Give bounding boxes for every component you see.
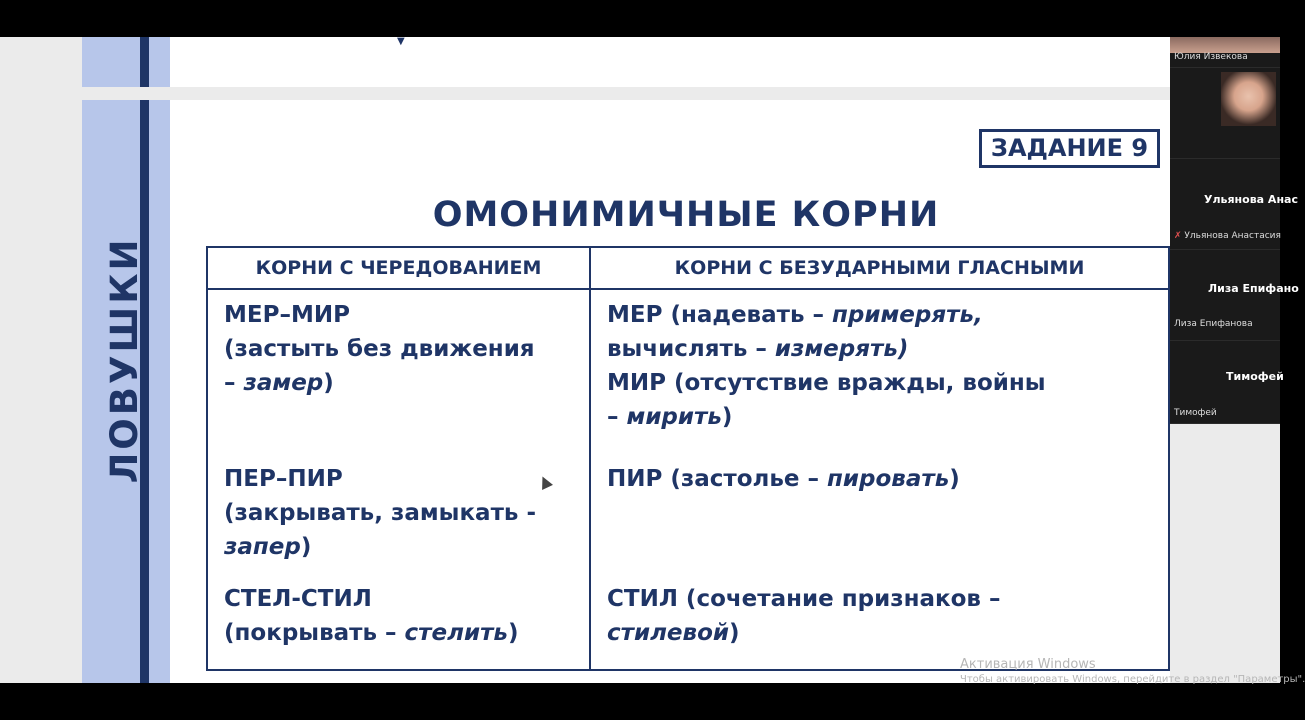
root-meaning: (застыть без движения (224, 336, 535, 362)
table-cell (590, 289, 1169, 454)
text-fragment: ) (507, 620, 519, 646)
watermark-text: Чтобы активировать Windows, перейдите в раздел "Параметры". (960, 674, 1305, 685)
text-fragment: ПИР (застолье – (607, 466, 828, 492)
example-word: запер (224, 534, 301, 560)
text-fragment: (покрывать – (224, 620, 405, 646)
slide-side-band (82, 37, 170, 87)
participant-name: Юлия Извекова (1174, 52, 1248, 62)
down-arrow-icon: ▼ (397, 36, 405, 47)
previous-slide-edge (82, 37, 1170, 87)
root-line: МИР (отсутствие вражды, войны (607, 370, 1046, 396)
column-header: КОРНИ С БЕЗУДАРНЫМИ ГЛАСНЫМИ (590, 247, 1169, 289)
example-word: стелить (404, 620, 508, 646)
presentation-slide (82, 100, 1170, 683)
participant-name: Лиза Епифанова (1174, 319, 1253, 329)
participant-tile[interactable] (1170, 341, 1284, 424)
root-meaning: (закрывать, замыкать - (224, 500, 537, 526)
text-fragment: – (607, 404, 627, 430)
participant-tile[interactable] (1170, 37, 1280, 68)
text-fragment: ) (949, 466, 960, 492)
table-cell (207, 289, 590, 454)
root-line: СТИЛ (сочетание признаков – (607, 586, 1001, 612)
participant-name: Тимофей (1174, 408, 1217, 418)
mic-muted-icon: ✗ (1174, 231, 1182, 241)
watermark-title: Активация Windows (960, 657, 1096, 672)
root-example-line (224, 530, 577, 564)
slide-title: ОМОНИМИЧНЫЕ КОРНИ (432, 195, 940, 235)
text-fragment: ) (721, 404, 733, 430)
participant-label (1174, 231, 1281, 241)
participant-display-name: Тимофей (1226, 370, 1284, 383)
table-header-row (207, 247, 1169, 289)
windows-activation-watermark (960, 657, 1305, 687)
example-word: измерять) (774, 336, 909, 362)
example-word: замер (243, 370, 324, 396)
root-pair: ПЕР–ПИР (224, 466, 343, 492)
participant-display-name: Лиза Епифано (1208, 282, 1299, 295)
root-line (607, 616, 1156, 650)
task-label: ЗАДАНИЕ 9 (979, 129, 1160, 168)
table-row (207, 574, 1169, 670)
text-fragment: ) (729, 620, 740, 646)
participants-panel (1170, 37, 1299, 423)
root-line (607, 332, 1156, 366)
root-line (607, 400, 1156, 434)
text-fragment: ) (300, 534, 312, 560)
text-fragment: вычислять – (607, 336, 775, 362)
shared-screen (0, 36, 1305, 685)
root-pair: МЕР–МИР (224, 302, 350, 328)
root-line (607, 298, 1156, 332)
side-label: ЛОВУШКИ (103, 236, 146, 484)
participant-tile[interactable] (1170, 250, 1299, 341)
root-example-line (224, 366, 577, 400)
root-pair: СТЕЛ-СТИЛ (224, 586, 372, 612)
text-fragment: ) (323, 370, 334, 396)
participant-video (1221, 72, 1276, 126)
participant-video (1170, 37, 1280, 53)
column-header: КОРНИ С ЧЕРЕДОВАНИЕМ (207, 247, 590, 289)
example-word: мирить (626, 404, 722, 430)
text-fragment: – (224, 370, 244, 396)
root-line (607, 462, 1156, 496)
example-word: стилевой (607, 620, 729, 646)
participant-tile[interactable] (1170, 68, 1280, 159)
participant-name: Ульянова Анастасия (1184, 231, 1281, 241)
example-word: пировать (827, 466, 950, 492)
participant-tile[interactable] (1170, 159, 1298, 250)
participant-display-name: Ульянова Анас (1204, 193, 1298, 206)
table-cell (207, 454, 590, 574)
table-cell (207, 574, 590, 670)
table-cell (590, 454, 1169, 574)
table-row (207, 454, 1169, 574)
table-row (207, 289, 1169, 454)
example-word: примерять, (832, 302, 983, 328)
roots-table (206, 246, 1170, 671)
slide-side-bar (140, 37, 149, 87)
table-cell (590, 574, 1169, 670)
root-meaning (224, 616, 577, 650)
text-fragment: МЕР (надевать – (607, 302, 833, 328)
